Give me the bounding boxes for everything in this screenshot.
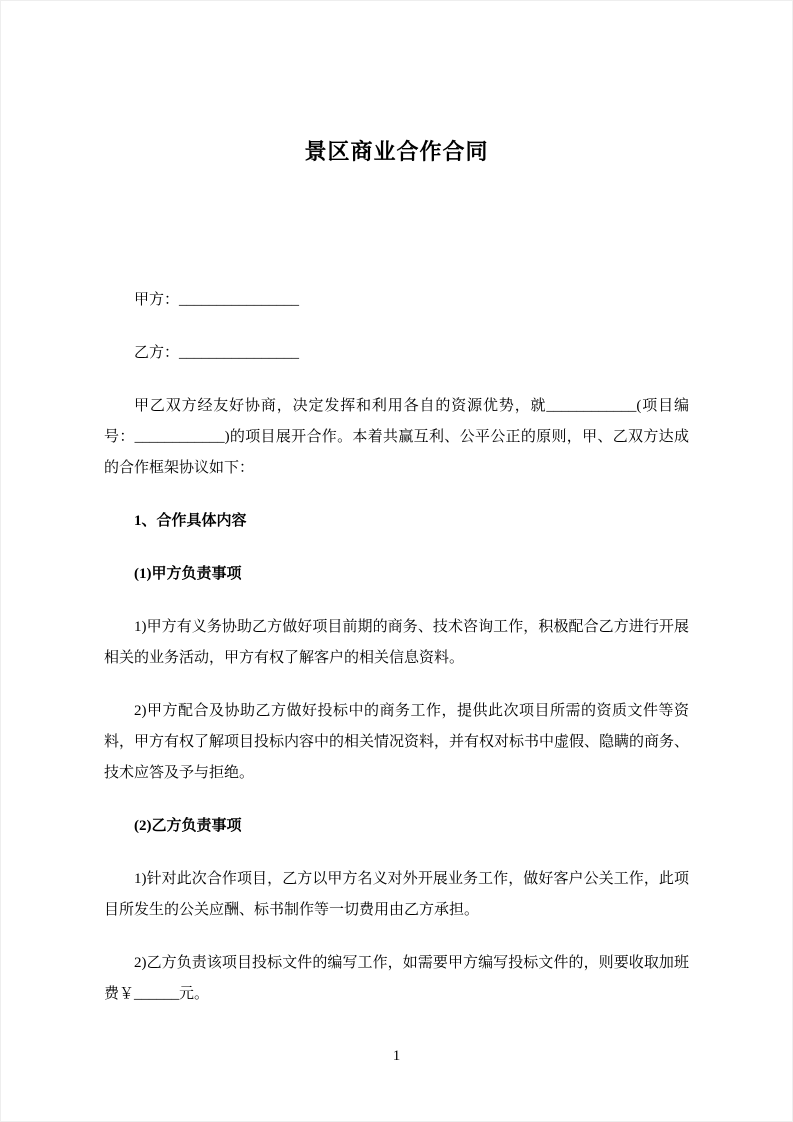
party-a-line: 甲方：________________ bbox=[134, 292, 300, 308]
page-number: 1 bbox=[392, 1048, 401, 1064]
party-a-duty-item-1: 1)甲方有义务协助乙方做好项目前期的商务、技术咨询工作，积极配合乙方进行开展相关的业务活动，甲方有权了解客户的相关信息资料。 bbox=[104, 619, 689, 666]
document-content bbox=[1, 137, 792, 1010]
intro-paragraph: 甲乙双方经友好协商，决定发挥和利用各自的资源优势，就____________(项目编号：____________)的项目展开合作。本着共赢互利、公平公正的原则，甲、乙双方达成的合作框架协议如下： bbox=[104, 398, 689, 476]
party-b-duty-item-1: 1)针对此次合作项目，乙方以甲方名义对外开展业务工作，做好客户公关工作，此项目所发生的公关应酬、标书制作等一切费用由乙方承担。 bbox=[104, 871, 689, 918]
section-1-sub-1-heading: (1)甲方负责事项 bbox=[134, 566, 242, 582]
section-1-sub-2-heading: (2)乙方负责事项 bbox=[134, 818, 242, 834]
party-b-line: 乙方：________________ bbox=[134, 345, 300, 361]
section-1-heading: 1、合作具体内容 bbox=[134, 513, 247, 529]
document-title: 景区商业合作合同 bbox=[304, 139, 489, 164]
party-b-duty-item-2: 2)乙方负责该项目投标文件的编写工作，如需要甲方编写投标文件的，则要收取加班费￥______元。 bbox=[104, 955, 689, 1002]
party-a-duty-item-2: 2)甲方配合及协助乙方做好投标中的商务工作，提供此次项目所需的资质文件等资料，甲方有权了解项目投标内容中的相关情况资料，并有权对标书中虚假、隐瞒的商务、技术应答及予与拒绝。 bbox=[104, 703, 690, 781]
